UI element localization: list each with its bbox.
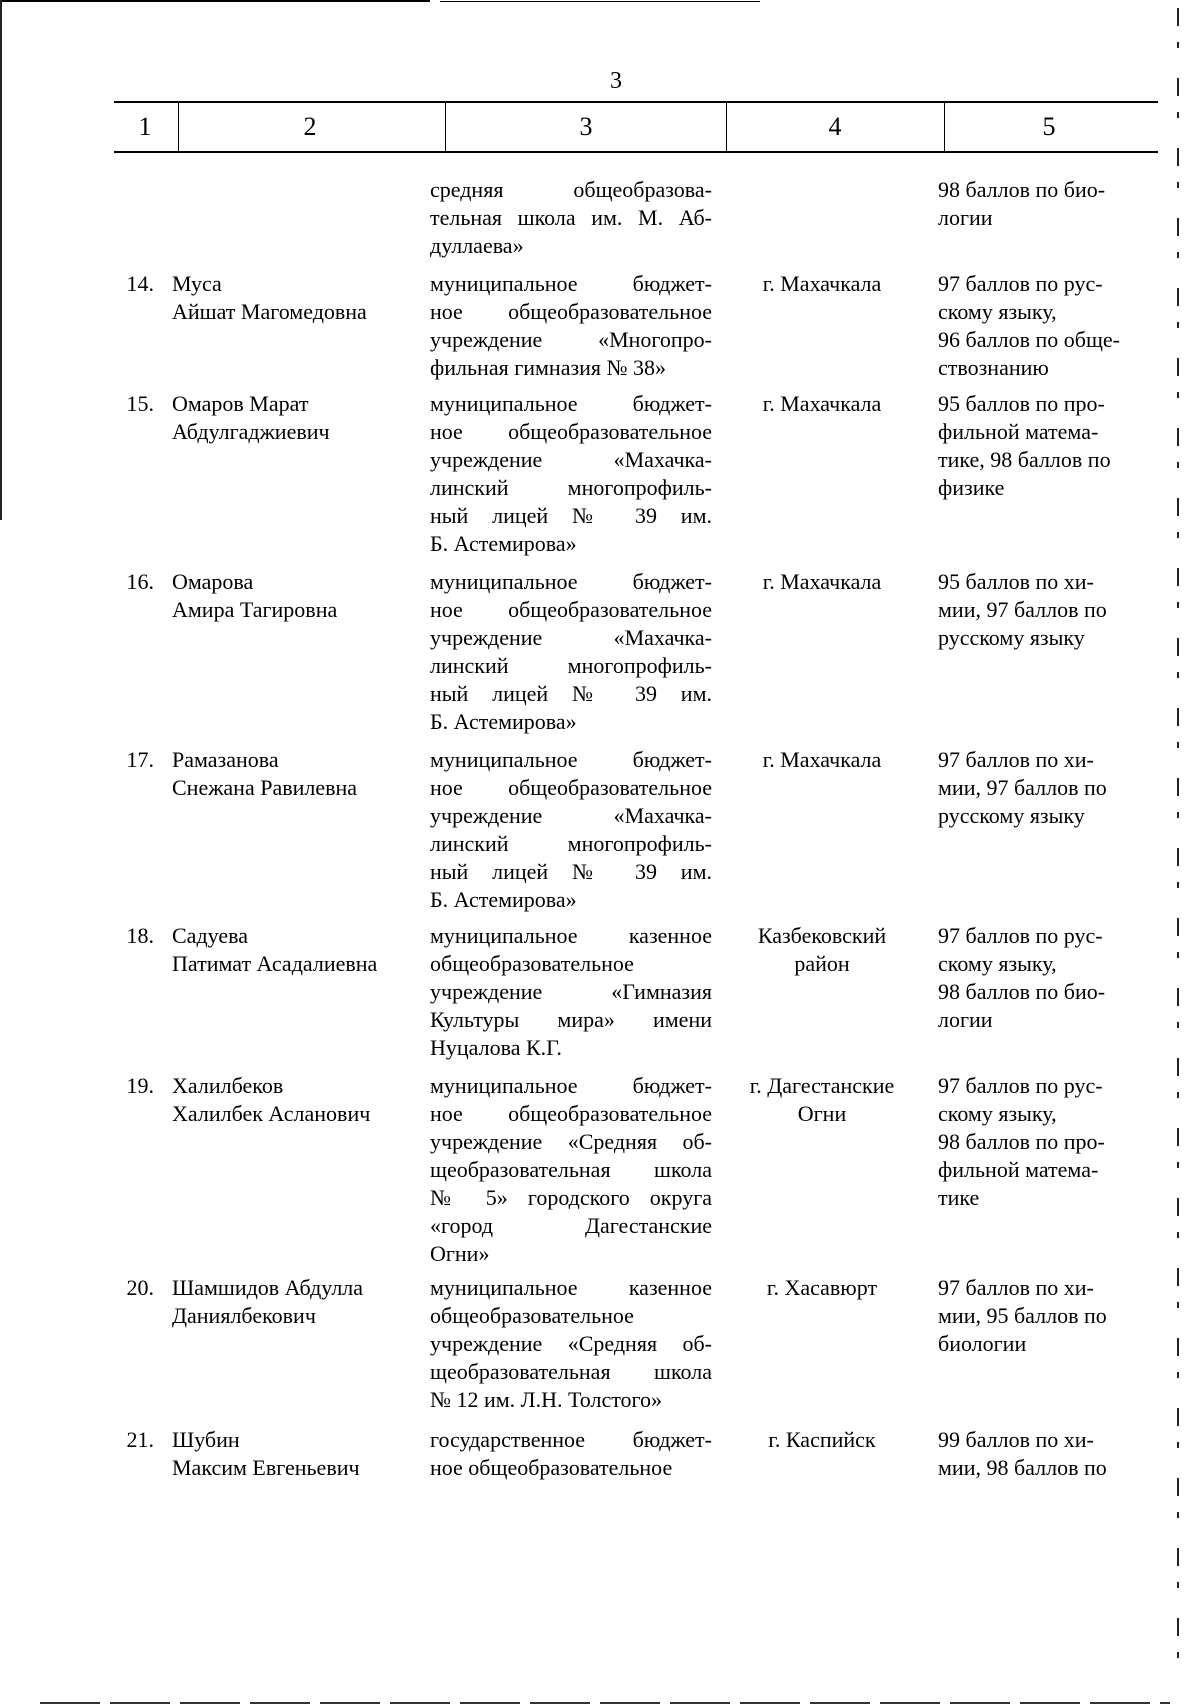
text-line: 96 баллов по обще- <box>938 327 1120 352</box>
row-number: 17. <box>126 747 154 772</box>
text-line: 97 баллов по хи- <box>938 1275 1094 1300</box>
text-line: русскому языку <box>938 803 1085 828</box>
institution <box>430 1274 712 1414</box>
text-line: муниципальное казенное <box>430 1275 712 1300</box>
scan-edge-top <box>0 0 430 2</box>
student-name <box>172 270 422 326</box>
table-header <box>114 101 1158 153</box>
text-line: Огни <box>797 1101 847 1126</box>
institution <box>430 1426 712 1482</box>
institution <box>430 1072 712 1268</box>
text-line: физике <box>938 475 1005 500</box>
text-line: ный лицей № 39 им. <box>430 681 712 706</box>
text-line: ное общеобразовательное <box>430 1101 712 1126</box>
row-number: 14. <box>126 271 154 296</box>
text-line: 95 баллов по хи- <box>938 569 1094 594</box>
student-name <box>172 746 422 802</box>
text-line: муниципальное казенное <box>430 923 712 948</box>
text-line: 95 баллов по про- <box>938 391 1105 416</box>
text-line: муниципальное бюджет- <box>430 1073 712 1098</box>
text-line: мии, 97 баллов по <box>938 597 1107 622</box>
text-line: 98 баллов по био- <box>938 177 1106 202</box>
text-line: Максим Евгеньевич <box>172 1455 360 1480</box>
exam-results <box>938 1274 1154 1358</box>
text-line: ное общеобразовательное <box>430 597 712 622</box>
text-line: ный лицей № 39 им. <box>430 503 712 528</box>
text-line: Нуцалова К.Г. <box>430 1035 562 1060</box>
text-line: № 5» городского округа <box>430 1185 712 1210</box>
scan-edge-right <box>1177 8 1179 1688</box>
text-line: тике, 98 баллов по <box>938 447 1111 472</box>
scan-edge-left <box>0 0 2 520</box>
text-line: Огни» <box>430 1241 490 1266</box>
exam-results <box>938 1072 1154 1212</box>
text-line: Абдулгаджиевич <box>172 419 330 444</box>
text-line: государственное бюджет- <box>430 1427 712 1452</box>
exam-results <box>938 568 1154 652</box>
text-line: щеобразовательная школа <box>430 1157 712 1182</box>
text-line: мии, 98 баллов по <box>938 1455 1107 1480</box>
text-line: учреждение «Средняя об- <box>430 1129 712 1154</box>
text-line: Даниялбекович <box>172 1303 316 1328</box>
text-line: логии <box>938 205 993 230</box>
column-header-5: 5 <box>1042 112 1056 141</box>
text-line: биологии <box>938 1331 1027 1356</box>
text-line: г. Каспийск <box>768 1427 876 1452</box>
text-line: 97 баллов по рус- <box>938 1073 1103 1098</box>
scan-edge-top-2 <box>440 1 760 2</box>
text-line: г. Махачкала <box>762 747 882 772</box>
scan-edge-bottom <box>40 1702 1170 1704</box>
text-line: Б. Астемирова» <box>430 887 577 912</box>
text-line: дуллаева» <box>430 233 524 258</box>
locality <box>724 568 920 596</box>
locality <box>724 1426 920 1454</box>
text-line: скому языку, <box>938 951 1057 976</box>
exam-results <box>938 270 1154 382</box>
student-name <box>172 390 422 446</box>
student-name <box>172 568 422 624</box>
text-line: Халилбек Асланович <box>172 1101 371 1126</box>
text-line: Рамазанова <box>172 747 279 772</box>
text-line: № 12 им. Л.Н. Толстого» <box>430 1387 663 1412</box>
row-number: 19. <box>126 1073 154 1098</box>
exam-results <box>938 1426 1154 1482</box>
text-line: общеобразовательное <box>430 1303 634 1328</box>
text-line: 97 баллов по рус- <box>938 923 1103 948</box>
exam-results <box>938 746 1154 830</box>
text-line: скому языку, <box>938 299 1057 324</box>
locality <box>724 922 920 978</box>
text-line: Халилбеков <box>172 1073 284 1098</box>
page-number: 3 <box>610 68 622 94</box>
exam-results <box>938 922 1154 1034</box>
institution <box>430 390 712 558</box>
text-line: Б. Астемирова» <box>430 531 577 556</box>
student-name <box>172 1072 422 1128</box>
institution <box>430 568 712 736</box>
text-line: муниципальное бюджет- <box>430 391 712 416</box>
text-line: Омаров Марат <box>172 391 309 416</box>
row-number: 20. <box>126 1275 154 1300</box>
text-line: 98 баллов по про- <box>938 1129 1105 1154</box>
text-line: щеобразовательная школа <box>430 1359 712 1384</box>
text-line: ное общеобразовательное <box>430 1455 673 1480</box>
text-line: 99 баллов по хи- <box>938 1427 1094 1452</box>
text-line: мии, 97 баллов по <box>938 775 1107 800</box>
text-line: линский многопрофиль- <box>430 475 712 500</box>
text-line: 97 баллов по рус- <box>938 271 1103 296</box>
row-number: 15. <box>126 391 154 416</box>
text-line: ное общеобразовательное <box>430 299 712 324</box>
text-line: г. Хасавюрт <box>766 1275 878 1300</box>
locality <box>724 1274 920 1302</box>
text-line: 97 баллов по хи- <box>938 747 1094 772</box>
text-line: учреждение «Махачка- <box>430 447 712 472</box>
column-header-4: 4 <box>828 112 842 141</box>
text-line: фильной матема- <box>938 419 1099 444</box>
institution <box>430 270 712 382</box>
text-line: фильная гимназия № 38» <box>430 355 667 380</box>
text-line: учреждение «Средняя об- <box>430 1331 712 1356</box>
text-line: Айшат Магомедовна <box>172 299 367 324</box>
text-line: Садуева <box>172 923 248 948</box>
student-name <box>172 1274 422 1330</box>
text-line: учреждение «Махачка- <box>430 803 712 828</box>
text-line: мии, 95 баллов по <box>938 1303 1107 1328</box>
column-divider <box>445 103 446 151</box>
institution <box>430 176 712 260</box>
text-line: Б. Астемирова» <box>430 709 577 734</box>
text-line: 98 баллов по био- <box>938 979 1106 1004</box>
text-line: тике <box>938 1185 980 1210</box>
row-number: 16. <box>126 569 154 594</box>
text-line: Патимат Асадалиевна <box>172 951 378 976</box>
text-line: линский многопрофиль- <box>430 653 712 678</box>
row-number: 21. <box>126 1427 154 1452</box>
text-line: Шамшидов Абдулла <box>172 1275 364 1300</box>
locality <box>724 746 920 774</box>
text-line: г. Дагестанские <box>749 1073 895 1098</box>
exam-results <box>938 390 1154 502</box>
locality <box>724 270 920 298</box>
text-line: муниципальное бюджет- <box>430 747 712 772</box>
text-line: г. Махачкала <box>762 569 882 594</box>
text-line: ное общеобразовательное <box>430 775 712 800</box>
text-line: Казбековский <box>757 923 887 948</box>
text-line: логии <box>938 1007 993 1032</box>
column-header-3: 3 <box>579 112 593 141</box>
column-divider <box>726 103 727 151</box>
text-line: Шубин <box>172 1427 240 1452</box>
text-line: Омарова <box>172 569 254 594</box>
text-line: г. Махачкала <box>762 391 882 416</box>
locality <box>724 390 920 418</box>
text-line: муниципальное бюджет- <box>430 569 712 594</box>
student-name <box>172 1426 422 1482</box>
column-divider <box>178 103 179 151</box>
text-line: учреждение «Махачка- <box>430 625 712 650</box>
text-line: район <box>794 951 850 976</box>
text-line: учреждение «Гимназия <box>430 979 712 1004</box>
exam-results <box>938 176 1154 232</box>
text-line: средняя общеобразова- <box>430 177 712 202</box>
text-line: г. Махачкала <box>762 271 882 296</box>
text-line: ное общеобразовательное <box>430 419 712 444</box>
text-line: Амира Тагировна <box>172 597 338 622</box>
row-number: 18. <box>126 923 154 948</box>
text-line: фильной матема- <box>938 1157 1099 1182</box>
text-line: Культуры мира» имени <box>430 1007 712 1032</box>
text-line: Муса <box>172 271 222 296</box>
text-line: тельная школа им. М. Аб- <box>430 205 712 230</box>
text-line: ствознанию <box>938 355 1049 380</box>
text-line: Снежана Равилевна <box>172 775 358 800</box>
student-name <box>172 922 422 978</box>
institution <box>430 922 712 1062</box>
text-line: учреждение «Многопро- <box>430 327 712 352</box>
column-header-2: 2 <box>303 112 317 141</box>
text-line: скому языку, <box>938 1101 1057 1126</box>
column-divider <box>944 103 945 151</box>
text-line: «город Дагестанские <box>430 1213 712 1238</box>
text-line: муниципальное бюджет- <box>430 271 712 296</box>
text-line: линский многопрофиль- <box>430 831 712 856</box>
text-line: русскому языку <box>938 625 1085 650</box>
column-header-1: 1 <box>138 112 152 141</box>
locality <box>724 1072 920 1128</box>
text-line: общеобразовательное <box>430 951 634 976</box>
text-line: ный лицей № 39 им. <box>430 859 712 884</box>
institution <box>430 746 712 914</box>
